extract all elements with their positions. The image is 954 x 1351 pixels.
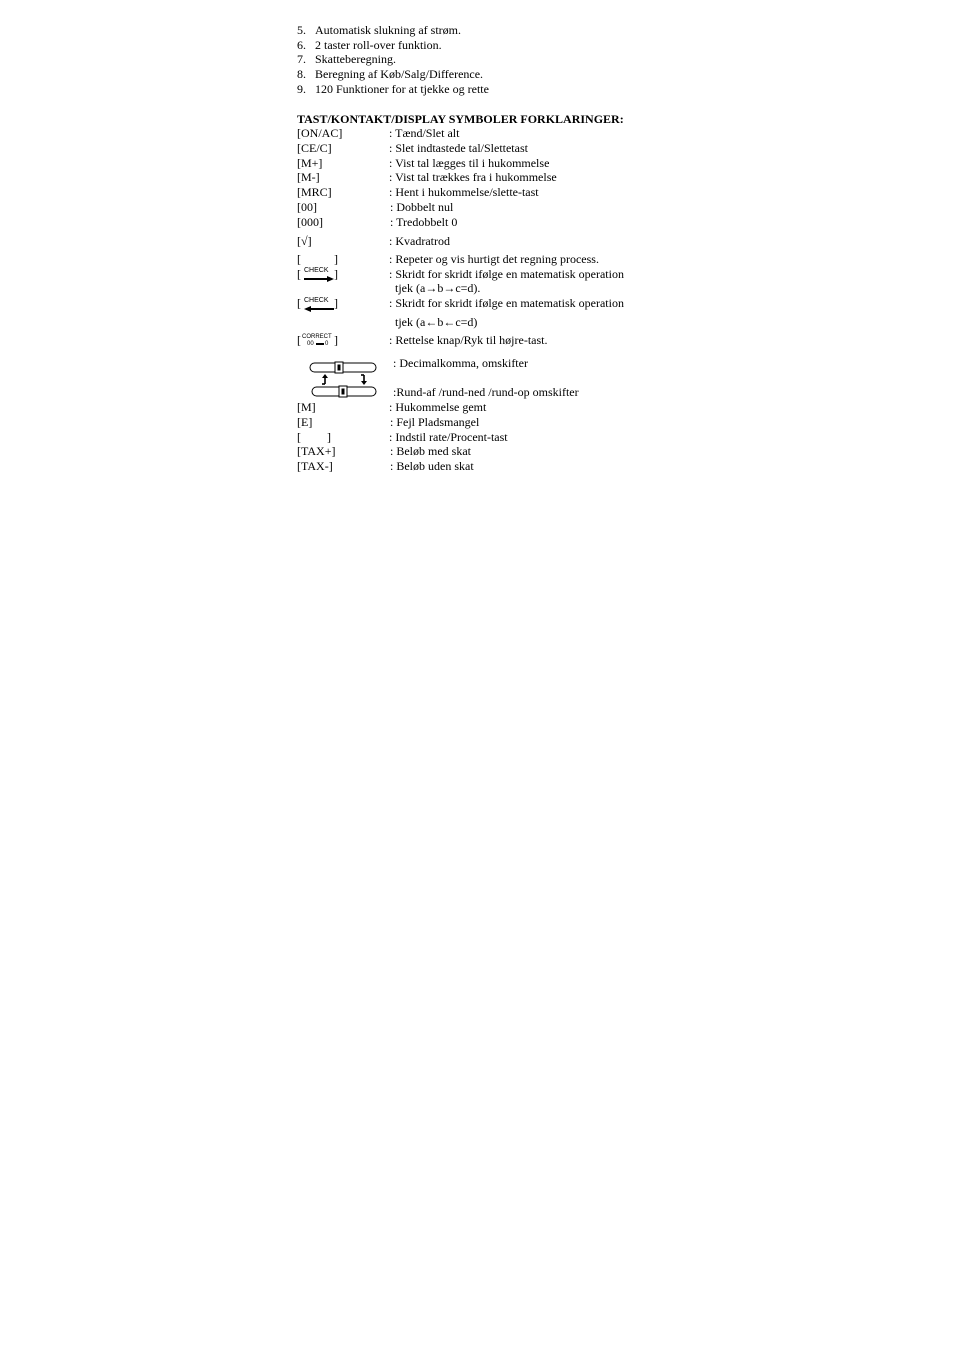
key-rate-desc: : Indstil rate/Procent-tast bbox=[389, 430, 508, 444]
list-item-number: 6. bbox=[297, 38, 306, 52]
list-item-text: 2 taster roll-over funktion. bbox=[315, 38, 442, 52]
key-triple-zero: [000] bbox=[297, 215, 323, 229]
correct-label: CORRECT bbox=[302, 334, 332, 340]
decimal-switch-desc: : Decimalkomma, omskifter bbox=[393, 356, 528, 370]
list-item-text: Skatteberegning. bbox=[315, 52, 396, 66]
arrow-left-icon bbox=[304, 306, 334, 312]
key-rate-close: ] bbox=[327, 430, 331, 444]
round-switch-icon bbox=[311, 386, 381, 398]
round-arrows-icon bbox=[319, 374, 369, 385]
key-m-minus: [M-] bbox=[297, 170, 320, 184]
key-mrc: [MRC] bbox=[297, 185, 332, 199]
key-error-desc: : Fejl Pladsmangel bbox=[390, 415, 480, 429]
key-tax-plus-desc: : Beløb med skat bbox=[390, 444, 471, 458]
decimal-switch-icon bbox=[309, 362, 379, 374]
key-check-backward-desc: : Skridt for skridt ifølge en matematisk operation bbox=[389, 296, 624, 310]
key-m-plus-desc: : Vist tal lægges til i hukommelse bbox=[389, 156, 550, 170]
key-correct-close: ] bbox=[334, 333, 338, 347]
key-rate-open: [ bbox=[297, 430, 301, 444]
list-item-number: 5. bbox=[297, 23, 306, 37]
correct-sub-left: 00 bbox=[307, 341, 314, 347]
list-item-number: 7. bbox=[297, 52, 306, 66]
key-double-zero: [00] bbox=[297, 200, 317, 214]
key-on-ac-desc: : Tænd/Slet alt bbox=[389, 126, 460, 140]
key-on-ac: [ON/AC] bbox=[297, 126, 343, 140]
key-memory-desc: : Hukommelse gemt bbox=[389, 400, 487, 414]
key-double-zero-desc: : Dobbelt nul bbox=[390, 200, 454, 214]
key-sqrt-desc: : Kvadratrod bbox=[389, 234, 450, 248]
key-correct-desc: : Rettelse knap/Ryk til højre-tast. bbox=[389, 333, 548, 347]
key-ce-c: [CE/C] bbox=[297, 141, 332, 155]
key-mrc-desc: : Hent i hukommelse/slette-tast bbox=[389, 185, 539, 199]
arrow-right-icon bbox=[304, 276, 334, 282]
key-check-forward-open: [ bbox=[297, 267, 301, 281]
key-triple-zero-desc: : Tredobbelt 0 bbox=[390, 215, 458, 229]
dash-icon bbox=[316, 342, 324, 346]
key-tax-plus: [TAX+] bbox=[297, 444, 336, 458]
key-repeat-desc: : Repeter og vis hurtigt det regning process. bbox=[389, 252, 599, 266]
check-backward-label: CHECK bbox=[304, 297, 329, 304]
key-check-forward-desc: : Skridt for skridt ifølge en matematisk operation bbox=[389, 267, 624, 281]
key-check-backward-close: ] bbox=[334, 296, 338, 310]
list-item-text: Automatisk slukning af strøm. bbox=[315, 23, 461, 37]
key-check-forward-desc-2: tjek (a→b→c=d). bbox=[395, 281, 481, 295]
key-repeat-open: [ bbox=[297, 252, 301, 266]
correct-sub-right: 0 bbox=[325, 341, 329, 347]
key-m-minus-desc: : Vist tal trækkes fra i hukommelse bbox=[389, 170, 557, 184]
list-item-text: Beregning af Køb/Salg/Difference. bbox=[315, 67, 484, 81]
key-ce-c-desc: : Slet indtastede tal/Slettetast bbox=[389, 141, 528, 155]
key-check-backward-open: [ bbox=[297, 296, 301, 310]
key-m-plus: [M+] bbox=[297, 156, 323, 170]
list-item-text: 120 Funktioner for at tjekke og rette bbox=[315, 82, 489, 96]
section-heading: TAST/KONTAKT/DISPLAY SYMBOLER FORKLARINGER: bbox=[297, 112, 624, 126]
key-error: [E] bbox=[297, 415, 313, 429]
key-tax-minus-desc: : Beløb uden skat bbox=[390, 459, 474, 473]
key-check-forward-close: ] bbox=[334, 267, 338, 281]
key-sqrt: [√] bbox=[297, 234, 312, 248]
key-repeat-close: ] bbox=[334, 252, 338, 266]
key-correct-open: [ bbox=[297, 333, 301, 347]
key-tax-minus: [TAX-] bbox=[297, 459, 333, 473]
key-memory: [M] bbox=[297, 400, 316, 414]
check-forward-label: CHECK bbox=[304, 267, 329, 274]
key-check-backward-desc-2: tjek (a←b←c=d) bbox=[395, 315, 478, 329]
round-switch-desc: :Rund-af /rund-ned /rund-op omskifter bbox=[393, 385, 579, 399]
list-item-number: 9. bbox=[297, 82, 306, 96]
list-item-number: 8. bbox=[297, 67, 306, 81]
